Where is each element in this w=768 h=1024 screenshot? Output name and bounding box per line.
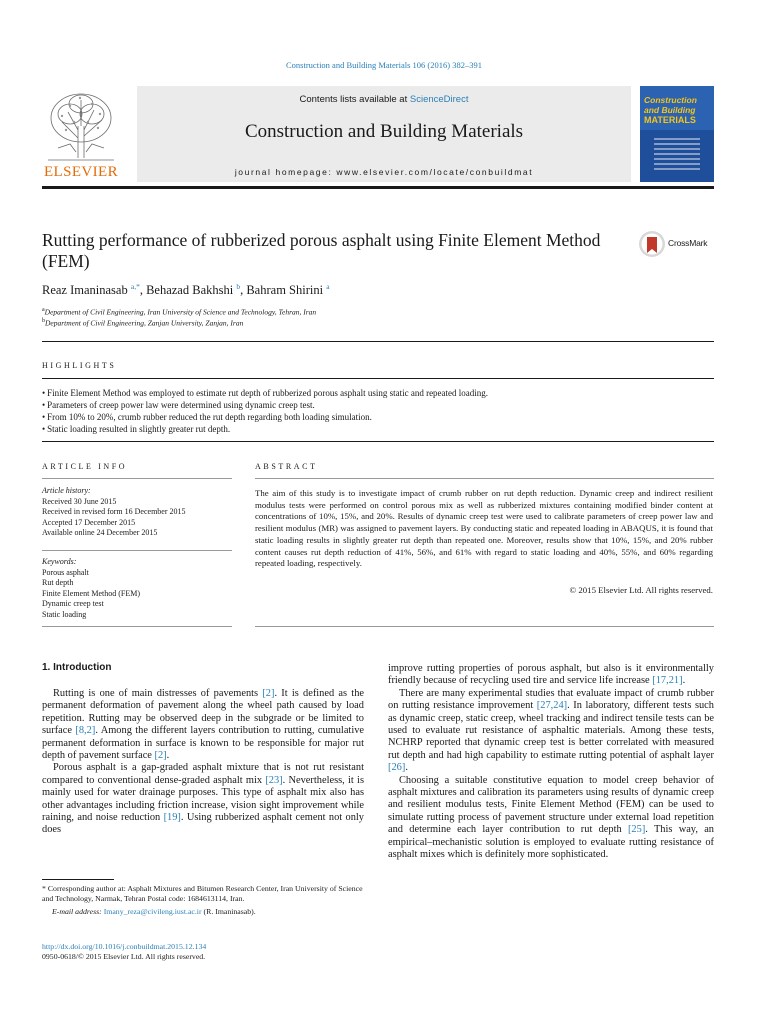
paragraph: Rutting is one of main distresses of pavements [2]. It is defined as the permanent deformation of pavement along the wheel path caused by load repetition. Rutting may be observed deep in the subgrade or be limited to surface [8,2]. Among the different layers contribution to rutting, cumulative permanent deformation in surface is known to be responsible for major rut depth of pavement surface [2].: [42, 688, 365, 762]
citation-link[interactable]: [26]: [388, 762, 406, 774]
article-info-block: [42, 486, 232, 539]
highlight-item: • From 10% to 20%, crumb rubber reduced the rut depth regarding both loading simulation.: [42, 411, 714, 423]
affiliation-a: [42, 307, 316, 317]
paragraph: There are many experimental studies that evaluate impact of crumb rubber on rutting resistance improvement [27,24]. In laboratory, different tests such as dynamic creep, static creep, wheel tracking and indirect tensile tests can be used to evaluate rut resistance of asphaltic materials. Among these tests, NCHRP reported that dynamic creep test is better correlated with measured rut depth and had high capability to estimate rutting potential of asphalt layer [26].: [388, 687, 714, 774]
paragraph: improve rutting properties of porous asphalt, but also is it environmentally friendly because of recycling used tire and service life increase [17,21].: [388, 663, 714, 687]
citation-link[interactable]: [19]: [163, 812, 181, 824]
journal-reference[interactable]: Construction and Building Materials 106 (2016) 382–391: [286, 60, 482, 70]
bottom-info: [42, 942, 206, 963]
author-name: Bahram Shirini: [246, 283, 324, 298]
history-item: Available online 24 December 2015: [42, 528, 158, 538]
email-link[interactable]: Imany_reza@civileng.iust.ac.ir: [103, 906, 202, 916]
footnote-rule: [42, 879, 114, 880]
abstract-rule: [255, 478, 714, 479]
keyword-item: Rut depth: [42, 578, 74, 588]
sciencedirect-link[interactable]: ScienceDirect: [409, 94, 469, 105]
highlight-item: • Static loading resulted in slightly greater rut depth.: [42, 423, 714, 435]
citation-link[interactable]: [2]: [154, 750, 167, 762]
body-column-left: [42, 688, 364, 837]
journal-homepage[interactable]: journal homepage: www.elsevier.com/locate/conbuildmat: [234, 167, 534, 177]
crossmark-badge[interactable]: [638, 229, 714, 259]
author-list: Reaz Imaninasab $^{a,*}$, Behazad Bakhshi $^b$, Bahram Shirini $^a$: [42, 282, 330, 298]
citation-link[interactable]: [8,2]: [75, 725, 96, 737]
keywords-block: [42, 557, 232, 621]
corresponding-author-footnote: [42, 884, 364, 917]
citation-link[interactable]: [27,24]: [536, 700, 568, 712]
history-label: Article history:: [42, 486, 91, 495]
crossmark-icon: [638, 229, 666, 259]
introduction-heading: 1. Introduction: [42, 662, 112, 673]
abstract-bottom-rule: [255, 626, 714, 627]
keyword-item: Finite Element Method (FEM): [42, 588, 140, 598]
highlights-top-rule: [42, 378, 714, 379]
contents-prefix: Contents lists available at: [299, 94, 410, 105]
history-item: Received 30 June 2015: [42, 496, 117, 506]
cover-text-lines: [654, 138, 700, 173]
cover-title-line3: MATERIALS: [644, 115, 696, 125]
article-info-heading: ARTICLE INFO: [42, 462, 128, 471]
cover-title-line1: Construction: [644, 95, 697, 105]
highlights-list: [42, 387, 714, 435]
highlights-heading: HIGHLIGHTS: [42, 361, 117, 370]
journal-title: Construction and Building Materials: [244, 121, 524, 142]
author-affiliation-mark[interactable]: b: [236, 282, 241, 291]
affiliation-text: Department of Civil Engineering, Zanjan University, Zanjan, Iran: [45, 318, 244, 328]
email-suffix: (R. Imaninasab).: [201, 906, 256, 916]
citation-link[interactable]: [2]: [262, 688, 275, 699]
issn-line: 0950-0618/© 2015 Elsevier Ltd. All rights reserved.: [42, 952, 206, 962]
affiliation-mark: b: [42, 318, 45, 324]
doi-link[interactable]: http://dx.doi.org/10.1016/j.conbuildmat.2015.12.134: [42, 942, 207, 951]
elsevier-wordmark: ELSEVIER: [43, 164, 119, 180]
author-name: Reaz Imaninasab: [42, 283, 128, 298]
title-separator: [42, 341, 714, 342]
article-info-rule: [42, 478, 232, 479]
footnote-text: * Corresponding author at: Asphalt Mixtures and Bitumen Research Center, Iran University of Science and Technology, Narmak, Tehran Postal code: 1684613114, Iran.: [42, 884, 363, 904]
affiliation-b: [42, 318, 243, 328]
history-item: Received in revised form 16 December 2015: [42, 507, 186, 517]
paragraph: Choosing a suitable constitutive equation to model creep behavior of asphalt mixtures and calibration its parameters using results of dynamic creep and resilient modulus tests, Finite Element Method (FEM) can be used to simulate rutting process of pavement structure under external load repetition and determine each layer contribution to rut depth [25]. This way, an empirical–mechanistic solution is employed to evaluate rutting resistance of asphalt mixes which is definitely more sophisticated.: [388, 774, 715, 861]
citation-link[interactable]: [23]: [265, 774, 283, 786]
keyword-item: Dynamic creep test: [42, 599, 104, 609]
journal-cover-image[interactable]: [640, 86, 714, 182]
author-name: Behazad Bakhshi: [146, 283, 234, 298]
abstract-copyright: © 2015 Elsevier Ltd. All rights reserved.: [569, 585, 713, 595]
cover-title-line2: and Building: [644, 105, 696, 115]
affiliation-text: Department of Civil Engineering, Iran University of Science and Technology, Tehran, Iran: [44, 307, 317, 317]
keywords-label: Keywords:: [42, 557, 77, 566]
keyword-item: Porous asphalt: [42, 567, 89, 577]
cover-title: [644, 95, 712, 125]
author-affiliation-mark[interactable]: a,*: [130, 282, 140, 291]
header-rule: [42, 186, 714, 189]
keyword-item: Static loading: [42, 609, 87, 619]
affiliation-mark: a: [42, 307, 45, 313]
abstract-heading: ABSTRACT: [255, 462, 318, 471]
paper-title: Rutting performance of rubberized porous asphalt using Finite Element Method (FEM): [42, 230, 601, 271]
abstract-text: The aim of this study is to investigate impact of crumb rubber on rut depth reduction. Dynamic creep and indirect resilient modulus tests were performed on control porous mix as well as rubberized mixtures containing modified binder content at concentrations of 10%, 15%, and 20%. Results of dynamic creep test were used to calibrate parameters of creep power law and resilient modulus (MR) was assigned to pavement layers. By conducting static and repeated loading in ABAQUS, it is found that static loading results in slightly greater rut depth than repeated one. Moreover, results show that 10%, 15%, and 20% rubber content causes rut depth reduction of 41%, 56%, and 61% with regard to static loading and 40%, 55%, and 60% regarding repeated loading, respectively.: [255, 488, 713, 569]
highlight-item: • Finite Element Method was employed to estimate rut depth of rubberized porous asphalt using static and repeated loading.: [42, 387, 714, 399]
paragraph: Porous asphalt is a gap-graded asphalt mixture that is not rut resistant compared to conventional dense-graded asphalt mix [23]. Nevertheless, it is mainly used for water drainage purposes. This type of asphalt mix also has other advantages including friction increase, vision sight improvement while raining, and noise reduction [19]. Using rubberized asphalt cement not only does: [42, 762, 364, 836]
info-bottom-rule: [42, 626, 232, 627]
author-affiliation-mark[interactable]: a: [326, 282, 330, 291]
highlights-bottom-rule: [42, 441, 714, 442]
highlight-item: • Parameters of creep power law were determined using dynamic creep test.: [42, 399, 714, 411]
body-column-right: [388, 663, 714, 862]
history-item: Accepted 17 December 2015: [42, 517, 136, 527]
contents-line: [137, 94, 631, 105]
citation-link[interactable]: [17,21]: [652, 675, 683, 687]
email-label: E-mail address:: [52, 906, 104, 916]
citation-link[interactable]: [25]: [627, 824, 646, 836]
crossmark-label: CrossMark: [668, 238, 708, 248]
keywords-rule: [42, 550, 232, 551]
